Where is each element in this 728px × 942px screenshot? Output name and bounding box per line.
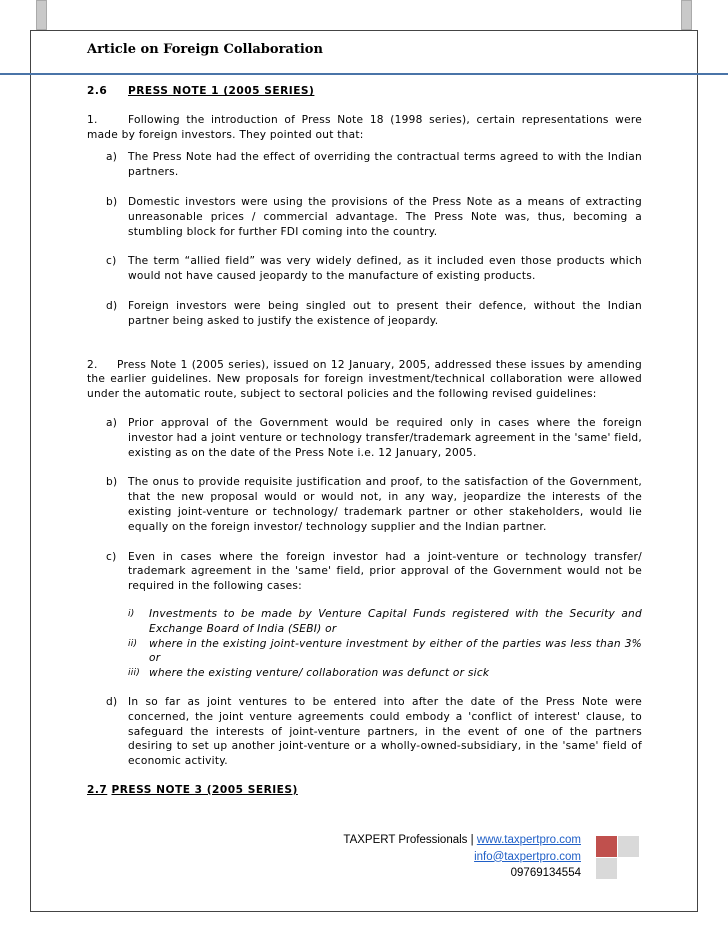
list-item	[87, 695, 642, 769]
footer-company: TAXPERT Professionals |	[343, 834, 474, 846]
list-item	[87, 299, 642, 329]
list-marker: a)	[106, 416, 118, 429]
section-title: PRESS NOTE 3 (2005 SERIES)	[111, 783, 298, 796]
footer-website-link[interactable]: www.taxpertpro.com	[476, 834, 581, 846]
list-marker: d)	[106, 299, 118, 312]
section-number: 2.7	[87, 783, 108, 796]
list-item-text: Even in cases where the foreign investor had a joint-venture or technology transfer/ trademark agreement in the 'same' field, prior approval of the Government would not be required in the following cases:	[128, 550, 642, 593]
list-item	[87, 416, 642, 460]
list-item-text: The Press Note had the effect of overriding the contractual terms agreed to with the Indian partners.	[128, 151, 642, 179]
decorative-square-gray	[596, 858, 617, 879]
decorative-square-gray	[618, 836, 639, 857]
sublist-marker: iii)	[128, 668, 141, 679]
page-footer	[343, 832, 581, 882]
list-item-text: In so far as joint ventures to be entered into after the date of the Press Note were concerned, the joint venture agreements could embody a 'conflict of interest' clause, to safeguard the interests of joint-venture partners, in the event of one of the partners desiring to set up another joint-venture or a wholly-owned-subsidiary, in the 'same' field of economic activity.	[128, 695, 642, 768]
section-heading-2-7	[87, 783, 642, 798]
header-rule	[0, 73, 728, 75]
decorative-square-red	[596, 836, 617, 857]
corner-tab-top-left	[36, 0, 47, 30]
list-item	[87, 550, 642, 681]
footer-email-link[interactable]: info@taxpertpro.com	[474, 850, 581, 863]
footer-phone: 09769134554	[510, 867, 581, 879]
paragraph-number: 2.	[87, 358, 98, 371]
sublist-item-text: where the existing venture/ collaboration was defunct or sick	[149, 667, 490, 680]
list-item-text: Domestic investors were using the provisions of the Press Note as a means of extracting unreasonable prices / commercial advantage. The Press Note was, thus, becoming a stumbling block for further FDI coming into the country.	[128, 195, 642, 238]
list-item-text: Foreign investors were being singled out to present their defence, without the Indian partner being asked to justify the existence of jeopardy.	[128, 299, 642, 327]
sublist-item	[128, 607, 642, 637]
list-marker: b)	[106, 476, 118, 489]
footer-line-1	[343, 832, 581, 849]
page-header-title: Article on Foreign Collaboration	[87, 42, 323, 57]
list-marker: c)	[106, 255, 117, 268]
exceptions-sublist	[128, 607, 642, 681]
sublist-marker: i)	[128, 608, 135, 619]
list-item	[87, 475, 642, 534]
list-item-text: The term “allied field” was very widely defined, as it included even those products which would not have caused jeopardy to the manufacture of existing products.	[128, 255, 642, 283]
sublist-item-text: where in the existing joint-venture investment by either of the parties was less than 3% or	[149, 637, 642, 665]
corner-tab-top-right	[681, 0, 692, 30]
section-heading-2-6	[87, 84, 642, 99]
list-item-text: The onus to provide requisite justification and proof, to the satisfaction of the Government, that the new proposal would or would not, in any way, jeopardize the interests of the existing joint-venture or technology/ trademark partner or other stakeholders, would lie equally on the foreign investor/ technology supplier and the Indian partner.	[128, 476, 642, 533]
guidelines-list	[87, 416, 642, 769]
paragraph-text: Press Note 1 (2005 series), issued on 12 January, 2005, addressed these issues by amending the earlier guidelines. New proposals for foreign investment/technical collaboration were allowed under the automatic route, subject to sectoral policies and the following revised guidelines:	[87, 358, 642, 401]
paragraph-2	[87, 358, 642, 402]
paragraph-1	[87, 113, 642, 143]
document-body	[87, 84, 642, 798]
paragraph-text: Following the introduction of Press Note 18 (1998 series), certain representations were made by foreign investors. They pointed out that:	[87, 113, 642, 141]
sublist-item-text: Investments to be made by Venture Capital Funds registered with the Security and Exchange Board of India (SEBI) or	[149, 607, 642, 635]
list-marker: d)	[106, 695, 118, 708]
list-item-text: Prior approval of the Government would be required only in cases where the foreign investor had a joint venture or technology transfer/trademark agreement in the 'same' field, existing as on the date of the Press Note i.e. 12 January, 2005.	[128, 416, 642, 459]
list-item	[87, 150, 642, 180]
sublist-item	[128, 666, 642, 681]
list-item	[87, 195, 642, 239]
list-item	[87, 254, 642, 284]
objections-list	[87, 150, 642, 328]
list-marker: a)	[106, 151, 118, 164]
sublist-item	[128, 637, 642, 667]
sublist-marker: ii)	[128, 638, 138, 649]
section-title: PRESS NOTE 1 (2005 SERIES)	[128, 85, 315, 97]
section-number: 2.6	[87, 85, 108, 97]
list-marker: c)	[106, 550, 117, 563]
paragraph-number: 1.	[87, 113, 98, 126]
list-marker: b)	[106, 195, 118, 208]
